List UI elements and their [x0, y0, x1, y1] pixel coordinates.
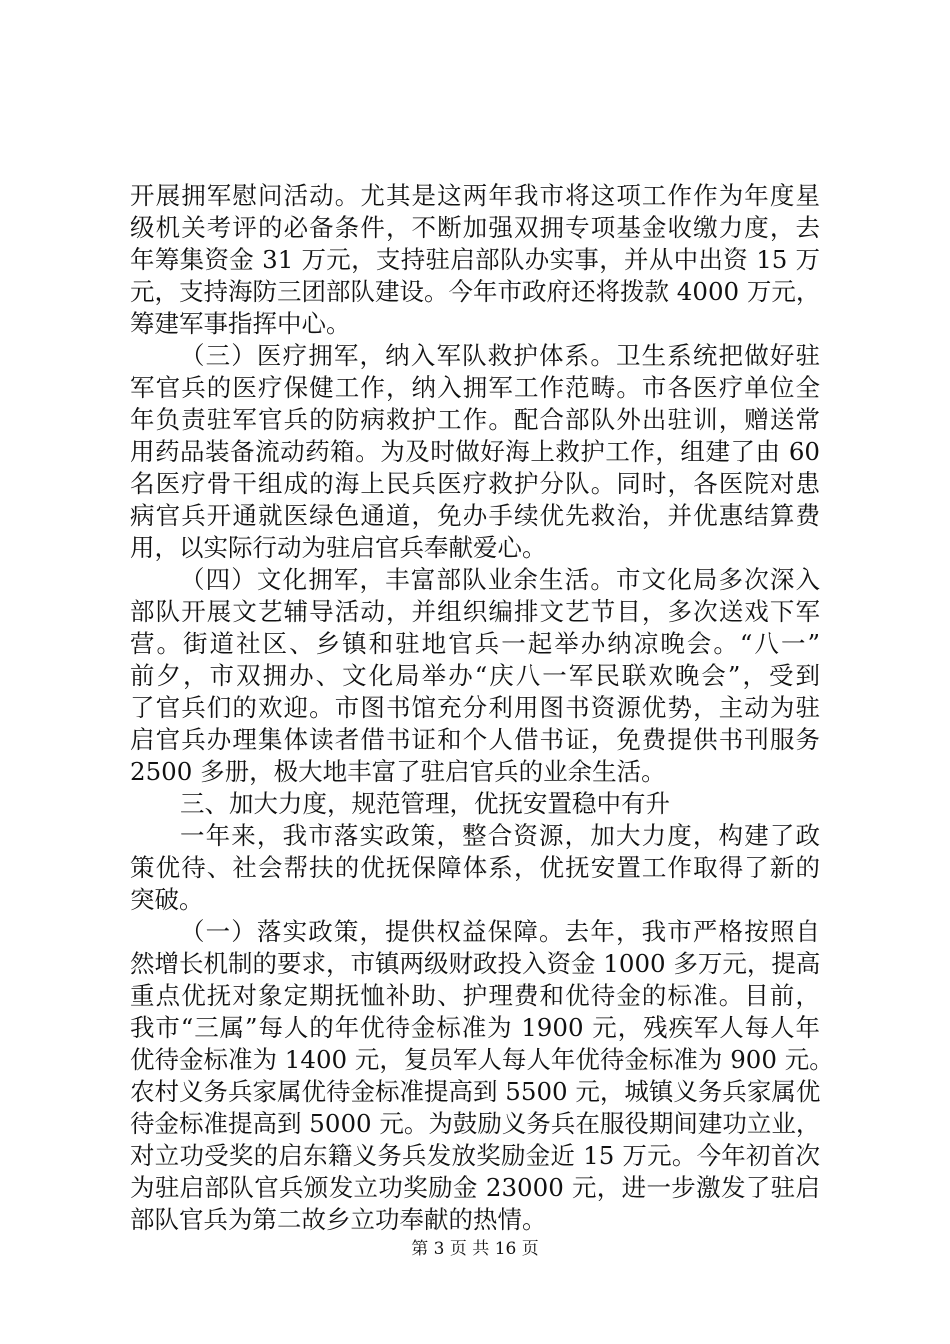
- section-title: 三、加大力度，规范管理，优抚安置稳中有升: [180, 789, 670, 818]
- text-line: （一）落实政策，提供权益保障。去年，我市严格按照自: [180, 917, 820, 946]
- text-line: 年筹集资金 31 万元，支持驻启部队办实事，并从中出资 15 万: [130, 245, 820, 274]
- text-line: 一年来，我市落实政策，整合资源，加大力度，构建了政: [180, 821, 820, 850]
- text-line: 我市“三属”每人的年优待金标准为 1900 元，残疾军人每人年: [130, 1013, 820, 1042]
- text-line: 优待金标准为 1400 元，复员军人每人年优待金标准为 900 元。: [130, 1045, 834, 1074]
- text-line: 年负责驻军官兵的防病救护工作。配合部队外出驻训，赠送常: [130, 405, 820, 434]
- text-line: 名医疗骨干组成的海上民兵医疗救护分队。同时，各医院对患: [130, 469, 820, 498]
- document-body: [130, 180, 834, 1236]
- text-line: 开展拥军慰问活动。尤其是这两年我市将这项工作作为年度星: [130, 181, 820, 210]
- text-line: 部队开展文艺辅导活动，并组织编排文艺节目，多次送戏下军: [130, 597, 820, 626]
- paragraph-overview: [130, 820, 820, 916]
- page-footer: [0, 1238, 950, 1260]
- text-line: 营。街道社区、乡镇和驻地官兵一起举办纳凉晚会。“八一”: [130, 629, 820, 658]
- text-line: （三）医疗拥军，纳入军队救护体系。卫生系统把做好驻: [180, 341, 820, 370]
- paragraph-policy: [130, 916, 834, 1236]
- text-line: 元，支持海防三团部队建设。今年市政府还将拨款 4000 万元，: [130, 277, 821, 306]
- paragraph-funding: [130, 180, 820, 340]
- text-line: 待金标准提高到 5000 元。为鼓励义务兵在服役期间建功立业，: [130, 1109, 821, 1138]
- text-line: 2500 多册，极大地丰富了驻启官兵的业余生活。: [130, 757, 666, 786]
- text-line: 级机关考评的必备条件，不断加强双拥专项基金收缴力度，去: [130, 213, 820, 242]
- text-line: 用，以实际行动为驻启官兵奉献爱心。: [130, 533, 547, 562]
- text-line: 部队官兵为第二故乡立功奉献的热情。: [130, 1205, 547, 1234]
- paragraph-culture: [130, 564, 820, 788]
- text-line: 前夕，市双拥办、文化局举办“庆八一军民联欢晚会”，受到: [130, 661, 820, 690]
- text-line: 了官兵们的欢迎。市图书馆充分利用图书资源优势，主动为驻: [130, 693, 820, 722]
- text-line: 然增长机制的要求，市镇两级财政投入资金 1000 多万元，提高: [130, 949, 821, 978]
- text-line: 筹建军事指挥中心。: [130, 309, 351, 338]
- text-line: 为驻启部队官兵颁发立功奖励金 23000 元，进一步激发了驻启: [130, 1173, 820, 1202]
- section-heading: [130, 788, 820, 820]
- text-line: 军官兵的医疗保健工作，纳入拥军工作范畴。市各医疗单位全: [130, 373, 820, 402]
- text-line: 用药品装备流动药箱。为及时做好海上救护工作，组建了由 60: [130, 437, 820, 466]
- text-line: 病官兵开通就医绿色通道，免办手续优先救治，并优惠结算费: [130, 501, 820, 530]
- text-line: 策优待、社会帮扶的优抚保障体系，优抚安置工作取得了新的: [130, 853, 820, 882]
- text-line: （四）文化拥军，丰富部队业余生活。市文化局多次深入: [180, 565, 820, 594]
- text-line: 对立功受奖的启东籍义务兵发放奖励金近 15 万元。今年初首次: [130, 1141, 820, 1170]
- page-number: 第 3 页 共 16 页: [411, 1239, 539, 1259]
- paragraph-medical: [130, 340, 820, 564]
- text-line: 突破。: [130, 885, 204, 914]
- text-line: 农村义务兵家属优待金标准提高到 5500 元，城镇义务兵家属优: [130, 1077, 821, 1106]
- text-line: 启官兵办理集体读者借书证和个人借书证，免费提供书刊服务: [130, 725, 820, 754]
- text-line: 重点优抚对象定期抚恤补助、护理费和优待金的标准。目前，: [130, 981, 820, 1010]
